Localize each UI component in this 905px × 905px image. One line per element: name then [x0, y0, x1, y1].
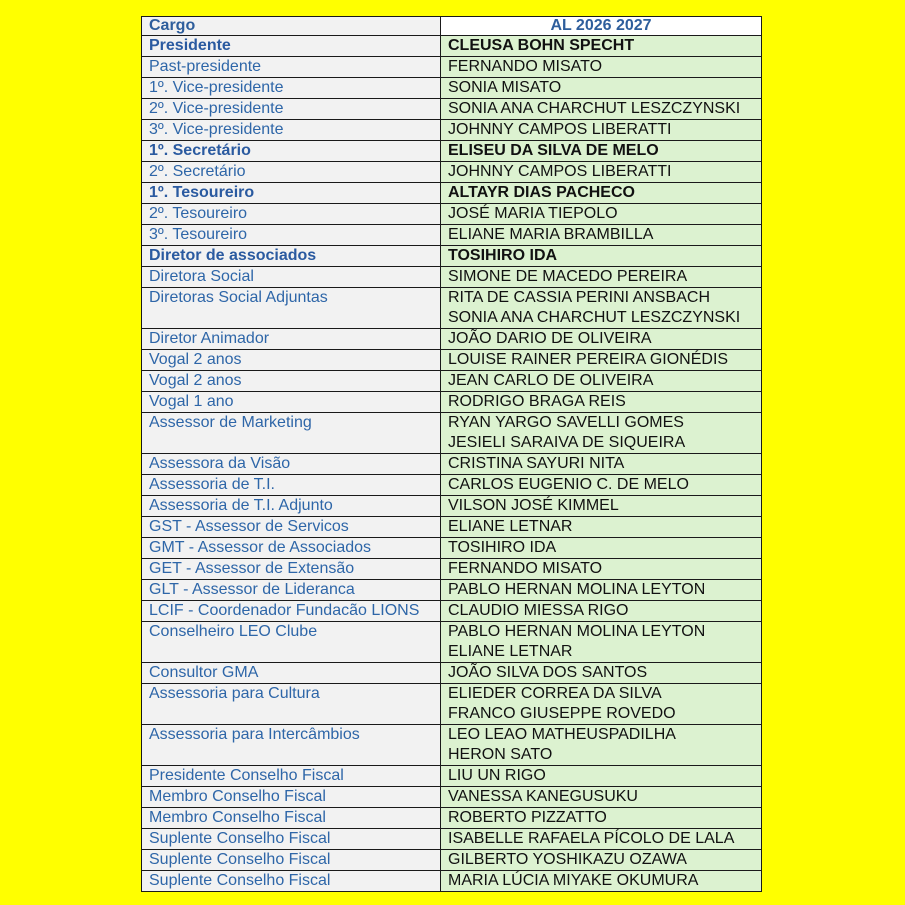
table-row: [142, 141, 762, 162]
name-cell: [441, 829, 762, 850]
name-cell: [441, 454, 762, 475]
table-row: [142, 329, 762, 350]
name-cell: [441, 850, 762, 871]
name-cell: [441, 538, 762, 559]
name-cell: [441, 663, 762, 684]
table-row: [142, 496, 762, 517]
member-name: ELIEDER CORREA DA SILVA: [448, 685, 662, 702]
role-column-header: Cargo: [142, 17, 441, 36]
role-cell: 1º. Vice-presidente: [142, 78, 441, 99]
role-cell: 1º. Secretário: [142, 141, 441, 162]
table-row: [142, 538, 762, 559]
member-name: JOÃO DARIO DE OLIVEIRA: [448, 330, 652, 347]
name-cell: [441, 204, 762, 225]
name-cell: [441, 580, 762, 601]
role-cell: Past-presidente: [142, 57, 441, 78]
member-name: FERNANDO MISATO: [448, 560, 603, 577]
role-cell: Membro Conselho Fiscal: [142, 808, 441, 829]
name-cell: [441, 725, 762, 766]
table-row: [142, 162, 762, 183]
table-row: [142, 829, 762, 850]
name-cell: [441, 871, 762, 892]
role-cell: Diretora Social: [142, 267, 441, 288]
member-name: JOHNNY CAMPOS LIBERATTI: [448, 121, 672, 138]
member-name: JOHNNY CAMPOS LIBERATTI: [448, 163, 672, 180]
member-name: VANESSA KANEGUSUKU: [448, 788, 638, 805]
name-cell: [441, 766, 762, 787]
member-name: LEO LEAO MATHEUSPADILHA: [448, 726, 676, 743]
name-cell: [441, 78, 762, 99]
member-name: JOSÉ MARIA TIEPOLO: [448, 205, 618, 222]
role-cell: GLT - Assessor de Lideranca: [142, 580, 441, 601]
role-cell: Vogal 2 anos: [142, 350, 441, 371]
board-table: [141, 16, 762, 892]
header-row: [142, 17, 762, 36]
name-cell: [441, 808, 762, 829]
table-body: [142, 36, 762, 892]
table-row: [142, 725, 762, 766]
name-cell: [441, 246, 762, 267]
member-name: ALTAYR DIAS PACHECO: [448, 184, 635, 201]
role-cell: Diretoras Social Adjuntas: [142, 288, 441, 329]
member-name: HERON SATO: [448, 746, 553, 763]
member-name: ROBERTO PIZZATTO: [448, 809, 607, 826]
table-row: [142, 57, 762, 78]
table-row: [142, 413, 762, 454]
table-row: [142, 454, 762, 475]
name-cell: [441, 120, 762, 141]
member-name: JESIELI SARAIVA DE SIQUEIRA: [448, 434, 686, 451]
table-row: [142, 766, 762, 787]
member-name: GILBERTO YOSHIKAZU OZAWA: [448, 851, 687, 868]
role-cell: 3º. Tesoureiro: [142, 225, 441, 246]
member-name: ELIANE MARIA BRAMBILLA: [448, 226, 654, 243]
member-name: SIMONE DE MACEDO PEREIRA: [448, 268, 688, 285]
table-row: [142, 475, 762, 496]
member-name: SONIA MISATO: [448, 79, 562, 96]
role-cell: 2º. Tesoureiro: [142, 204, 441, 225]
member-name: ELIANE LETNAR: [448, 518, 573, 535]
member-name: ELISEU DA SILVA DE MELO: [448, 142, 659, 159]
name-cell: [441, 350, 762, 371]
table-row: [142, 601, 762, 622]
role-cell: Diretor Animador: [142, 329, 441, 350]
name-cell: [441, 288, 762, 329]
role-cell: Assessoria de T.I. Adjunto: [142, 496, 441, 517]
table-row: [142, 99, 762, 120]
table-row: [142, 78, 762, 99]
name-cell: [441, 413, 762, 454]
role-cell: Suplente Conselho Fiscal: [142, 850, 441, 871]
role-cell: Vogal 1 ano: [142, 392, 441, 413]
member-name: JEAN CARLO DE OLIVEIRA: [448, 372, 654, 389]
table-row: [142, 36, 762, 57]
member-name: FERNANDO MISATO: [448, 58, 603, 75]
table-row: [142, 246, 762, 267]
name-cell: [441, 267, 762, 288]
name-cell: [441, 787, 762, 808]
member-name: PABLO HERNAN MOLINA LEYTON: [448, 581, 706, 598]
role-cell: Assessoria de T.I.: [142, 475, 441, 496]
table-row: [142, 517, 762, 538]
member-name: SONIA ANA CHARCHUT LESZCZYNSKI: [448, 100, 741, 117]
role-cell: Vogal 2 anos: [142, 371, 441, 392]
name-cell: [441, 141, 762, 162]
role-cell: Assessoria para Cultura: [142, 684, 441, 725]
table-row: [142, 663, 762, 684]
member-name: CRISTINA SAYURI NITA: [448, 455, 625, 472]
table-row: [142, 350, 762, 371]
role-cell: Suplente Conselho Fiscal: [142, 829, 441, 850]
role-cell: Presidente: [142, 36, 441, 57]
member-name: CLEUSA BOHN SPECHT: [448, 37, 635, 54]
table-row: [142, 850, 762, 871]
member-name: VILSON JOSÉ KIMMEL: [448, 497, 619, 514]
member-name: LIU UN RIGO: [448, 767, 546, 784]
role-cell: Diretor de associados: [142, 246, 441, 267]
table-row: [142, 787, 762, 808]
name-cell: [441, 622, 762, 663]
member-name: CARLOS EUGENIO C. DE MELO: [448, 476, 689, 493]
member-name: SONIA ANA CHARCHUT LESZCZYNSKI: [448, 309, 741, 326]
member-name: MARIA LÚCIA MIYAKE OKUMURA: [448, 872, 699, 889]
role-cell: GET - Assessor de Extensão: [142, 559, 441, 580]
role-cell: GMT - Assessor de Associados: [142, 538, 441, 559]
table-row: [142, 559, 762, 580]
name-cell: [441, 162, 762, 183]
table-row: [142, 392, 762, 413]
table-row: [142, 371, 762, 392]
name-cell: [441, 183, 762, 204]
name-cell: [441, 496, 762, 517]
member-name: PABLO HERNAN MOLINA LEYTON: [448, 623, 706, 640]
role-cell: Assessor de Marketing: [142, 413, 441, 454]
table-row: [142, 225, 762, 246]
role-cell: Consultor GMA: [142, 663, 441, 684]
member-name: JOÃO SILVA DOS SANTOS: [448, 664, 648, 681]
table-row: [142, 580, 762, 601]
table-row: [142, 267, 762, 288]
name-cell: [441, 99, 762, 120]
table-row: [142, 622, 762, 663]
role-cell: LCIF - Coordenador Fundacão LIONS: [142, 601, 441, 622]
table-row: [142, 204, 762, 225]
table-row: [142, 120, 762, 141]
table-row: [142, 871, 762, 892]
table-row: [142, 808, 762, 829]
name-cell: [441, 36, 762, 57]
member-name: FRANCO GIUSEPPE ROVEDO: [448, 705, 676, 722]
member-name: ISABELLE RAFAELA PÍCOLO DE LALA: [448, 830, 735, 847]
role-cell: Conselheiro LEO Clube: [142, 622, 441, 663]
member-name: TOSIHIRO IDA: [448, 539, 557, 556]
name-cell: [441, 392, 762, 413]
name-cell: [441, 57, 762, 78]
role-cell: 2º. Secretário: [142, 162, 441, 183]
role-cell: Assessoria para Intercâmbios: [142, 725, 441, 766]
name-cell: [441, 559, 762, 580]
role-cell: 3º. Vice-presidente: [142, 120, 441, 141]
member-name: RODRIGO BRAGA REIS: [448, 393, 626, 410]
name-cell: [441, 329, 762, 350]
member-name: RITA DE CASSIA PERINI ANSBACH: [448, 289, 710, 306]
term-column-header: AL 2026 2027: [441, 17, 762, 36]
role-cell: Assessora da Visão: [142, 454, 441, 475]
member-name: ELIANE LETNAR: [448, 643, 573, 660]
member-name: CLAUDIO MIESSA RIGO: [448, 602, 629, 619]
member-name: TOSIHIRO IDA: [448, 247, 558, 264]
name-cell: [441, 684, 762, 725]
role-cell: 1º. Tesoureiro: [142, 183, 441, 204]
name-cell: [441, 601, 762, 622]
name-cell: [441, 371, 762, 392]
table-header: [142, 17, 762, 36]
member-name: LOUISE RAINER PEREIRA GIONÉDIS: [448, 351, 729, 368]
role-cell: 2º. Vice-presidente: [142, 99, 441, 120]
name-cell: [441, 475, 762, 496]
role-cell: Presidente Conselho Fiscal: [142, 766, 441, 787]
name-cell: [441, 517, 762, 538]
role-cell: Suplente Conselho Fiscal: [142, 871, 441, 892]
role-cell: GST - Assessor de Servicos: [142, 517, 441, 538]
name-cell: [441, 225, 762, 246]
table-row: [142, 684, 762, 725]
table-row: [142, 288, 762, 329]
table-row: [142, 183, 762, 204]
member-name: RYAN YARGO SAVELLI GOMES: [448, 414, 684, 431]
role-cell: Membro Conselho Fiscal: [142, 787, 441, 808]
